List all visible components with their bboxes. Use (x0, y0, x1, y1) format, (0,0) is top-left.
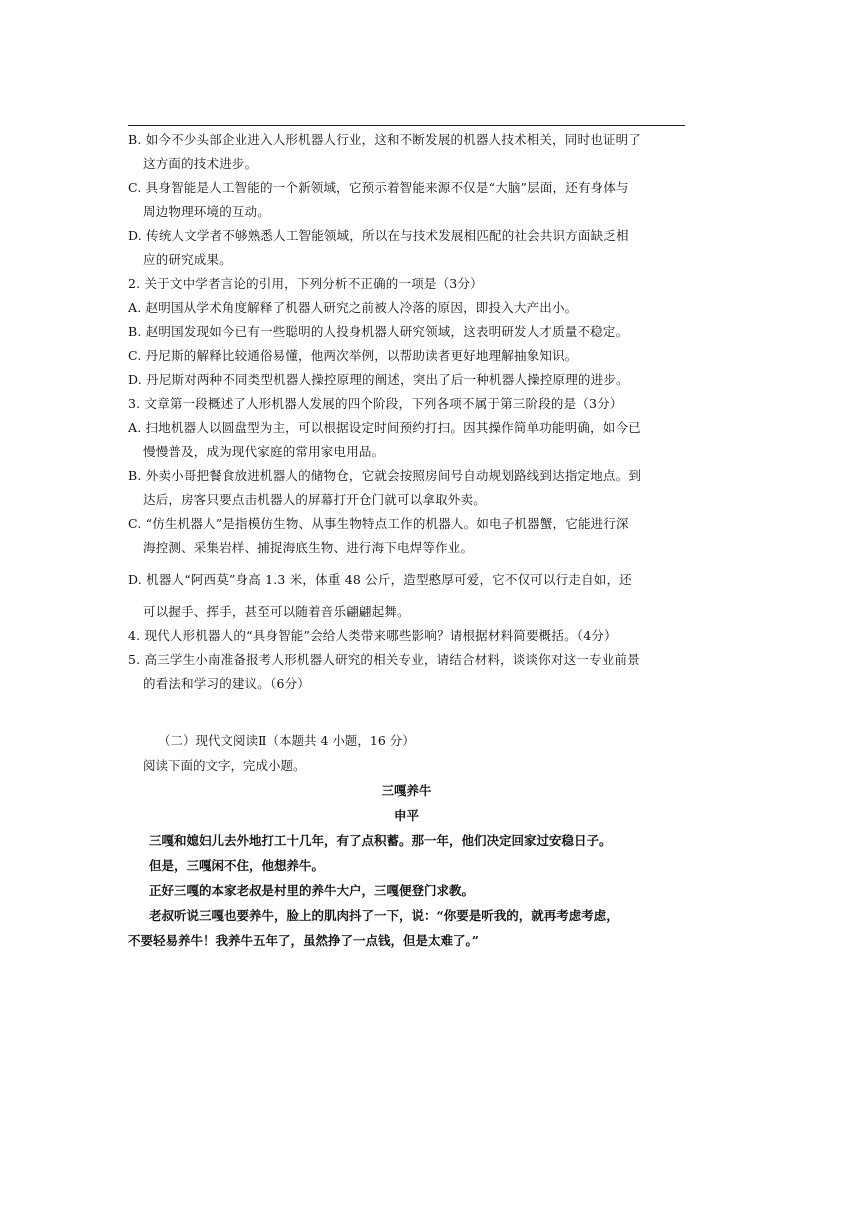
q3-option-c-line2: 海控测、采集岩样、捕捉海底生物、进行海下电焊等作业。 (143, 540, 474, 555)
q5-stem-line1: 5. 高三学生小南准备报考人形机器人研究的相关专业，请结合材料，谈谈你对这一专业前景 (128, 652, 640, 667)
q2-option-a: A. 赵明国从学术角度解释了机器人研究之前被人冷落的原因，即投入大产出小。 (128, 300, 578, 315)
q1-option-b-line2: 这方面的技术进步。 (143, 156, 258, 171)
questions-block (128, 128, 685, 696)
q2-option-c: C. 丹尼斯的解释比较通俗易懂，他两次举例，以帮助读者更好地理解抽象知识。 (128, 348, 578, 363)
q3-option-c-line1: C. “仿生机器人”是指模仿生物、从事生物特点工作的机器人。如电子机器蟹，它能进行深 (128, 516, 629, 531)
q3-option-d-line1: D. 机器人“阿西莫”身高 1.3 米，体重 48 公斤，造型憨厚可爱，它不仅可以行走自如，还 (128, 572, 632, 587)
q3-option-d-line2: 可以握手、挥手，甚至可以随着音乐翩翩起舞。 (143, 604, 410, 619)
story-paragraph-3: 正好三嘎的本家老叔是村里的养牛大户，三嘎便登门求教。 (149, 883, 475, 898)
story-paragraph-2: 但是，三嘎闲不住，他想养牛。 (149, 858, 325, 873)
story-paragraph-4-line1: 老叔听说三嘎也要养牛，脸上的肌肉抖了一下，说：“你要是听我的，就再考虑考虑， (149, 908, 619, 923)
section-intro: 阅读下面的文字，完成小题。 (143, 758, 306, 773)
q1-option-c-line1: C. 具身智能是人工智能的一个新领域，它预示着智能来源不仅是“大脑”层面，还有身体与 (128, 180, 629, 195)
q4-stem: 4. 现代人形机器人的“具身智能”会给人类带来哪些影响？请根据材料简要概括。（4分） (128, 628, 617, 643)
q2-stem: 2. 关于文中学者言论的引用，下列分析不正确的一项是（3分） (128, 276, 483, 291)
q3-option-b-line2: 达后，房客只要点击机器人的屏幕打开仓门就可以拿取外卖。 (143, 492, 486, 507)
story-title: 三嘎养牛 (381, 783, 432, 798)
section-heading: （二）现代文阅读Ⅱ（本题共 4 小题，16 分） (158, 733, 415, 748)
q2-option-b: B. 赵明国发现如今已有一些聪明的人投身机器人研究领域，这表明研发人才质量不稳定。 (128, 324, 629, 339)
q3-option-a-line1: A. 扫地机器人以圆盘型为主，可以根据设定时间预约打扫。因其操作简单功能明确，如今已 (128, 420, 641, 435)
q1-option-d-line1: D. 传统人文学者不够熟悉人工智能领域，所以在与技术发展相匹配的社会共识方面缺乏相 (128, 228, 629, 243)
q1-option-c-line2: 周边物理环境的互动。 (143, 204, 271, 219)
story-author: 申平 (393, 808, 419, 823)
q5-stem-line2: 的看法和学习的建议。（6分） (143, 676, 311, 691)
q2-option-d: D. 丹尼斯对两种不同类型机器人操控原理的阐述，突出了后一种机器人操控原理的进步。 (128, 372, 629, 387)
header-rule (128, 125, 685, 126)
q3-option-b-line1: B. 外卖小哥把餐食放进机器人的储物仓，它就会按照房间号自动规划路线到达指定地点。到 (128, 468, 642, 483)
q1-option-b-line1: B. 如今不少头部企业进入人形机器人行业，这和不断发展的机器人技术相关，同时也证明了 (128, 132, 642, 147)
q1-option-d-line2: 应的研究成果。 (143, 252, 232, 267)
story-paragraph-1: 三嘎和媳妇儿去外地打工十几年，有了点积蓄。那一年，他们决定回家过安稳日子。 (149, 833, 612, 848)
reading-section-2 (128, 728, 685, 953)
q3-stem: 3. 文章第一段概述了人形机器人发展的四个阶段，下列各项不属于第三阶段的是（3分） (128, 396, 623, 411)
story-paragraph-4-line2: 不要轻易养牛！我养牛五年了，虽然挣了一点钱，但是太难了。” (128, 933, 479, 948)
q3-option-a-line2: 慢慢普及，成为现代家庭的常用家电用品。 (143, 444, 385, 459)
